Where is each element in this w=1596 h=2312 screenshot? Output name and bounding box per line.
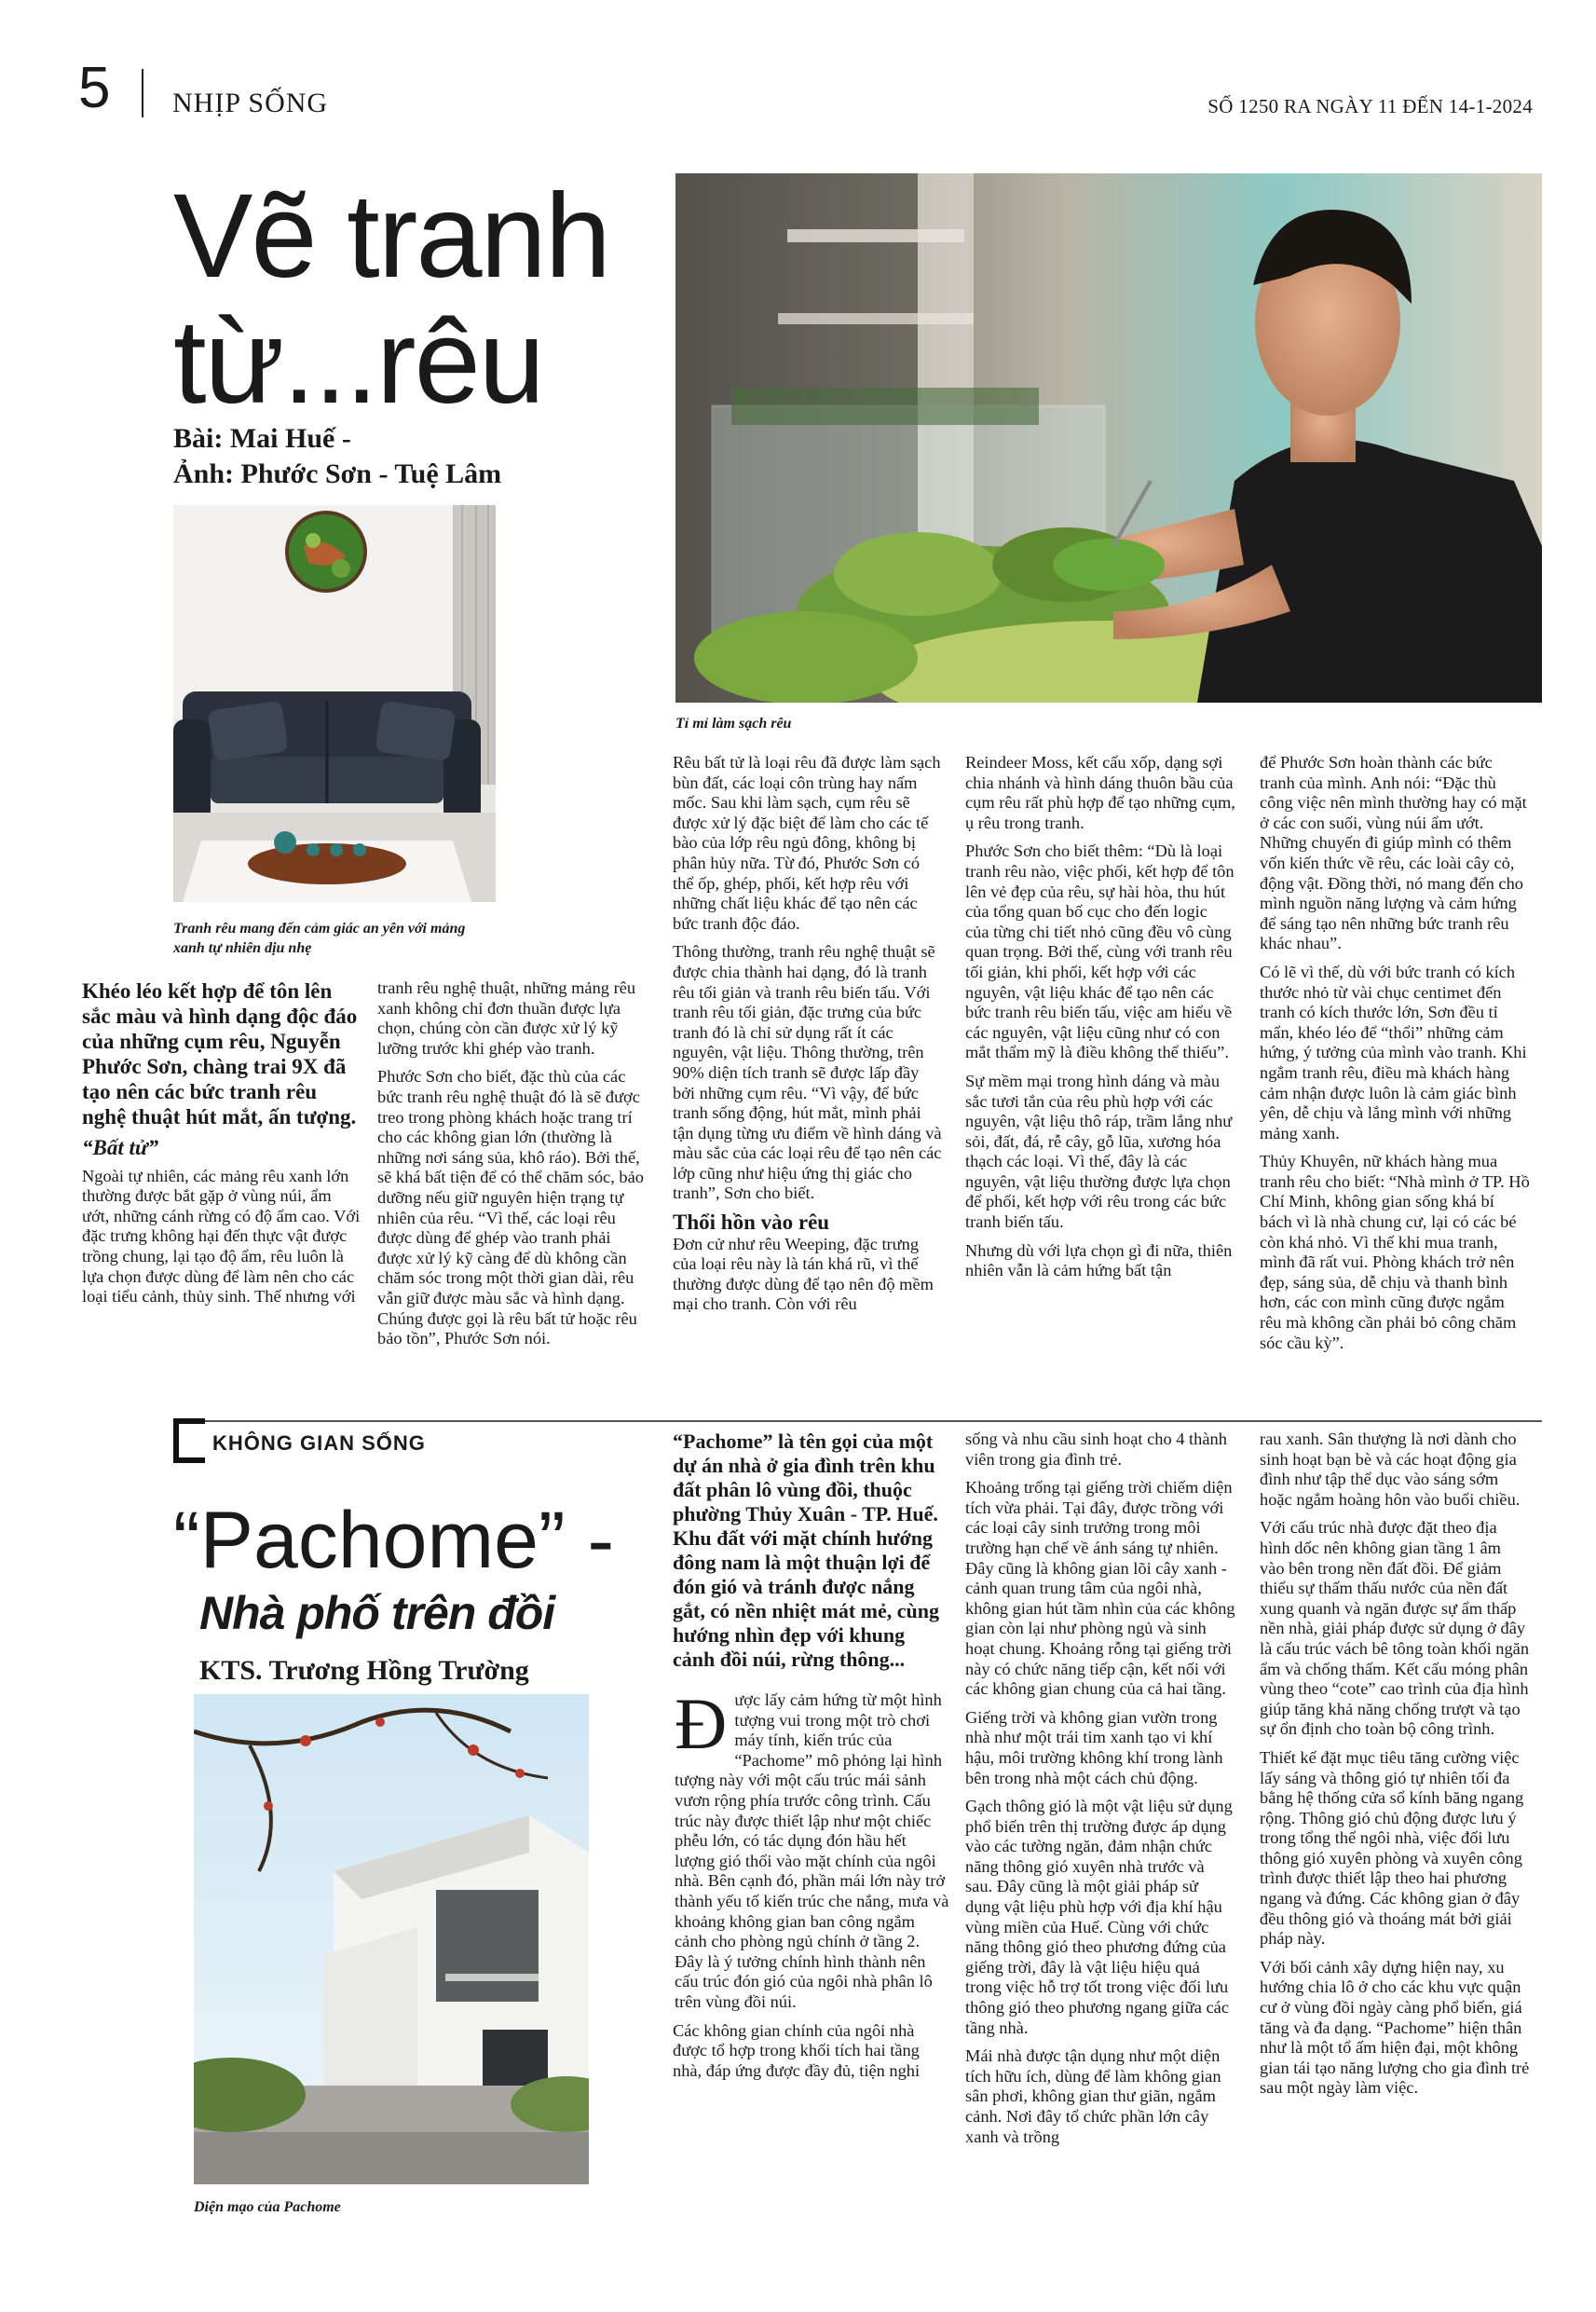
section-bracket-icon	[173, 1418, 205, 1463]
article1-lead: Khéo léo kết hợp để tôn lên sắc màu và hình dạng độc đáo của những cụm rêu, Nguyễn Phước Sơn, chàng trai 9X đã tạo nên các bức tranh rêu nghệ thuật hút mắt, ấn tượng.	[82, 979, 358, 1129]
article1-column-4	[965, 753, 1235, 1290]
article1-subhead-1: “Bất tử”	[82, 1136, 159, 1159]
article1-title-line1: Vẽ tranh	[173, 170, 609, 303]
article1-column-2	[377, 978, 644, 1358]
article1-paragraph: Đơn cử như rêu Weeping, đặc trưng của loại rêu này là tán khá rũ, vì thế thường được dùng để tạo nên độ mềm mại cho tranh. Còn với rêu	[673, 1234, 934, 1314]
article2-paragraph: Gạch thông gió là một vật liệu sử dụng phổ biến trên thị trường được áp dụng vào các tường ngăn, đảm nhận chức năng thông gió xuyên nhà trước và sau. Đây cũng là một giải pháp sử dụng vật liệu phù hợp với địa khí hậu vùng miền của Huế. Cùng với chức năng thông gió theo phương đứng của giếng trời, đây là vật liệu hiệu quả trong việc hỗ trợ tốt trong việc đối lưu thông gió theo phương ngang giữa các tầng nhà.	[965, 1797, 1233, 2037]
article1-paragraph: tranh rêu nghệ thuật, những mảng rêu xanh không chỉ đơn thuần được lựa chọn, chúng còn cần được xử lý kỹ lưỡng trước khi ghép vào tranh.	[377, 978, 636, 1058]
article1-column-3	[673, 753, 943, 1323]
article2-paragraph: Với cấu trúc nhà được đặt theo địa hình dốc nên không gian tầng 1 âm vào bên trong nền đất đồi. Để giảm thiểu sự thấm thấu nước của nền đất xung quanh và ngăn được sự ẩm thấp nền nhà, giải pháp được sử dụng ở đây là cấu trúc vách bê tông toàn khối ngăn ẩm và chống thấm. Kết cấu móng phân vùng theo “cote” cao trình của địa hình giúp tăng khả năng chống trượt và tạo sự ổn định cho toàn bộ công trình.	[1260, 1518, 1530, 1739]
article2-paragraph: Khoảng trống tại giếng trời chiếm diện tích vừa phải. Tại đây, được trồng với các loại cây sinh trưởng trong môi trường hạn chế về ánh sáng tự nhiên. Đây cũng là không gian lõi cây xanh - cảnh quan trung tâm của ngôi nhà, không gian hút tầm nhìn của các không gian còn lại như phòng ngủ và sinh hoạt chung. Khoảng rỗng tại giếng trời này có chức năng tiếp cận, kết nối với các không gian chung của cả hai tầng.	[965, 1478, 1235, 1699]
article1-column-5	[1260, 753, 1530, 1361]
main-photo-caption: Tỉ mỉ làm sạch rêu	[675, 716, 792, 732]
article2-byline: KTS. Trương Hồng Trường	[199, 1655, 529, 1686]
page-number: 5	[78, 56, 111, 120]
article1-paragraph: Rêu bất tử là loại rêu đã được làm sạch bùn đất, các loại côn trùng hay nấm mốc. Sau khi làm sạch, cụm rêu sẽ được xử lý đặc biệt để làm cho các tế bào của lớp rêu ngủ đông, không bị phân hủy nữa. Từ đó, Phước Sơn có thể ốp, ghép, phối, kết hợp rêu với những chất liệu khác để tạo nên các bức tranh độc đáo.	[673, 753, 941, 933]
article1-paragraph: Phước Sơn cho biết thêm: “Dù là loại tranh rêu nào, việc phối, kết hợp để tôn lên vẻ đẹp của rêu, sự hài hòa, thu hút của tổng quan bố cục cho đến logic của từng chi tiết nhỏ cũng đều vô cùng quan trọng. Bởi thế, cùng với tranh rêu tối giản, khi phối, kết hợp với các nguyên, vật liệu khác để tạo nên các bức tranh rêu biến tấu, việc am hiểu về các nguyên, vật liệu cũng như có con mắt thẩm mỹ là điều không thể thiếu”.	[965, 841, 1235, 1062]
article2-dropcap: Đ	[675, 1683, 728, 1764]
issue-info: SỐ 1250 RA NGÀY 11 ĐẾN 14-1-2024	[1207, 95, 1533, 117]
left-photo-caption: Tranh rêu mang đến cảm giác an yên với mảng xanh tự nhiên dịu nhẹ	[173, 921, 466, 956]
artist-moss-photo	[675, 173, 1542, 703]
header-divider	[142, 69, 143, 117]
article1-paragraph: Reindeer Moss, kết cấu xốp, dạng sợi chia nhánh và hình dáng thuôn bầu của cụm rêu rất phù hợp để tạo những cụm, ụ rêu trong tranh.	[965, 753, 1235, 832]
article2-paragraph: Mái nhà được tận dụng như một diện tích hữu ích, dùng để làm không gian sân phơi, không gian thư giãn, ngắm cảnh. Nơi đây tổ chức phần lớn cây xanh và trồng	[965, 2046, 1221, 2146]
article2-paragraph: Giếng trời và không gian vườn trong nhà như một trái tim xanh tạo vi khí hậu, môi trường không khí trong lành bên trong nhà một cách chủ động.	[965, 1707, 1223, 1787]
article1-paragraph: Sự mềm mại trong hình dáng và màu sắc tươi tắn của rêu phù hợp với các nguyên, vật liệu thô ráp, trầm lắng như sỏi, đất, đá, rễ cây, gỗ lũa, xương hóa thạch các loại. Vì thế, đây là các nguyên, vật liệu thường được lựa chọn để phối, kết hợp với rêu trong các bức tranh biến tấu.	[965, 1071, 1233, 1232]
article2-paragraph: ược lấy cảm hứng từ một hình tượng vui trong một trò chơi máy tính, kiến trúc của “Pachome” mô phỏng lại hình tượng này với một cấu trúc mái sảnh vươn rộng phía trước công trình. Cấu trúc này được thiết lập như một chiếc phễu lớn, có tác dụng đón hầu hết lượng gió thổi vào mặt chính của ngôi nhà. Bên cạnh đó, phần mái lớn này trở thành yếu tố kiến trúc che nắng, mưa và khoảng không gian ban công ngắm cảnh cho phòng ngủ chính ở tầng 2. Đây là ý tưởng chính hình thành nên cấu trúc đón gió của ngôi nhà phân lô trên vùng đồi núi.	[675, 1690, 949, 2011]
article1-byline-photo: Ảnh: Phước Sơn - Tuệ Lâm	[173, 458, 502, 489]
article1-paragraph: Thông thường, tranh rêu nghệ thuật sẽ được chia thành hai dạng, đó là tranh rêu tối giản và tranh rêu biến tấu. Với tranh rêu tối giản, đặc trưng của bức tranh đó là chỉ sử dụng rất ít các nguyên, vật liệu. Thông thường, trên 90% diện tích tranh sẽ được lấp đầy bởi những cụm rêu. “Vì vậy, để bức tranh sống động, hút mắt, mình phải tận dụng từng ưu điểm về hình dáng và màu sắc của các loại rêu để tạo nên các lớp cũng như hiệu ứng thị giác cho tranh”, Sơn cho biết.	[673, 942, 942, 1203]
article1-title-line2: từ...rêu	[173, 295, 543, 429]
article1-paragraph: Có lẽ vì thế, dù với bức tranh có kích thước nhỏ từ vài chục centimet đến tranh có kích thước lớn, Sơn đều tỉ mẩn, khéo léo để “thổi” những cảm hứng, ý tưởng của mình vào tranh. Khi ngắm tranh rêu, điều mà khách hàng cảm nhận được luôn là cảm giác bình yên, dễ chịu và lắng mình với những mảng xanh.	[1260, 962, 1527, 1142]
article2-section-label: KHÔNG GIAN SỐNG	[212, 1431, 426, 1455]
article1-paragraph: để Phước Sơn hoàn thành các bức tranh của mình. Anh nói: “Đặc thù công việc nên mình thường hay có mặt ở các con suối, vùng núi ẩm ướt. Những chuyến đi giúp mình có thêm vốn kiến thức về rêu, các loài cây cỏ, động vật. Đồng thời, nó mang đến cho mình nguồn năng lượng và cảm hứng để sáng tạo nên những bức tranh rêu khác nhau”.	[1260, 753, 1527, 953]
article1-paragraph: Thủy Khuyên, nữ khách hàng mua tranh rêu cho biết: “Nhà mình ở TP. Hồ Chí Minh, không gian sống khá bí bách vì là nhà chung cư, lại có các bé còn khá nhỏ. Vì thế khi mua tranh, mình đã rất vui. Phòng khách trở nên đẹp, sáng sủa, dễ chịu và thanh bình hơn, các con mình cũng được ngắm rêu mà không cần phải bỏ công chăm sóc cầu kỳ”.	[1260, 1152, 1530, 1352]
article1-column-1	[82, 978, 361, 1316]
article2-paragraph: Thiết kế đặt mục tiêu tăng cường việc lấy sáng và thông gió tự nhiên tối đa bằng hệ thống cửa sổ kính băng ngang rộng. Thông gió chủ động được lưu ý trong tổng thể ngôi nhà, việc đối lưu thông gió xuyên phòng và xuyên công trình được thiết lập theo hai phương ngang và đứng. Các không gian ở đây đều thông gió và thoáng mát bởi giải pháp này.	[1260, 1747, 1524, 1949]
article2-paragraph: rau xanh. Sân thượng là nơi dành cho sinh hoạt bạn bè và các hoạt động gia đình như tập thể dục vào sáng sớm hoặc ngắm hoàng hôn vào buổi chiều.	[1260, 1430, 1521, 1509]
article2-paragraph: sống và nhu cầu sinh hoạt cho 4 thành viên trong gia đình trẻ.	[965, 1430, 1227, 1469]
article2-paragraph: Các không gian chính của ngôi nhà được tổ hợp trong khối tích hai tầng nhà, đáp ứng được đầy đủ, tiện nghi	[673, 2020, 921, 2080]
section-divider	[177, 1420, 1542, 1422]
article1-paragraph: Nhưng dù với lựa chọn gì đi nữa, thiên nhiên vẫn là cảm hứng bất tận	[965, 1240, 1233, 1280]
article1-paragraph: Ngoài tự nhiên, các mảng rêu xanh lớn thường được bắt gặp ở vùng núi, ẩm ướt, những cánh rừng có độ ẩm cao. Với đặc trưng không hại đến thực vật được trồng chung, lại tạo độ ẩm, rêu luôn là lựa chọn được dùng để làm nên cho các loại tiểu cảnh, thủy sinh. Thế nhưng với	[82, 1166, 361, 1306]
section-name: NHỊP SỐNG	[172, 88, 329, 118]
article1-paragraph: Phước Sơn cho biết, đặc thù của các bức tranh rêu nghệ thuật đó là sẽ được treo trong phòng khách hoặc trang trí cho các không gian lớn (thường là những nơi sáng sủa, khô ráo). Bởi thế, sẽ khá bất tiện để có thể chăm sóc, bảo dưỡng nếu giữ nguyên hiện trạng tự nhiên của rêu. “Vì thế, các loại rêu được dùng để ghép vào tranh phải được xử lý kỹ càng để dù không cần chăm sóc trong một thời gian dài, rêu vẫn giữ được màu sắc và hình dạng. Chúng được gọi là rêu bất tử hoặc rêu bảo tồn”, Phước Sơn nói.	[377, 1067, 644, 1348]
article1-subhead-2: Thổi hồn vào rêu	[673, 1211, 830, 1235]
article2-lead: “Pachome” là tên gọi của một dự án nhà ở gia đình trên khu đất phân lô vùng đồi, thuộc phường Thủy Xuân - TP. Huế. Khu đất với mặt chính hướng đông nam là một thuận lợi để đón gió và tránh được nắng gắt, có nền nhiệt mát mẻ, cùng hướng nhìn đẹp với khung cảnh đồi núi, rừng thông...	[673, 1430, 939, 1671]
article1-byline-author: Bài: Mai Huế -	[173, 423, 351, 454]
article2-column-5	[1260, 1430, 1530, 2107]
house-photo-caption: Diện mạo của Pachome	[194, 2199, 341, 2215]
article2-title-line2: Nhà phố trên đồi	[199, 1587, 555, 1639]
moss-painting-room-photo	[173, 505, 496, 902]
article2-paragraph: Với bối cảnh xây dựng hiện nay, xu hướng chia lô ở cho các khu vực quận cư ở vùng đồi ngày càng phổ biến, giá tăng và đa dạng. “Pachome” hiện thân như là một tổ ấm hiện đại, một không gian tái tạo năng lượng cho gia đình trẻ sau một ngày làm việc.	[1260, 1957, 1530, 2098]
article2-column-3	[673, 1430, 950, 2089]
article2-title-line1: “Pachome” -	[173, 1496, 615, 1585]
article2-column-4	[965, 1430, 1235, 2155]
pachome-house-photo	[194, 1694, 589, 2184]
